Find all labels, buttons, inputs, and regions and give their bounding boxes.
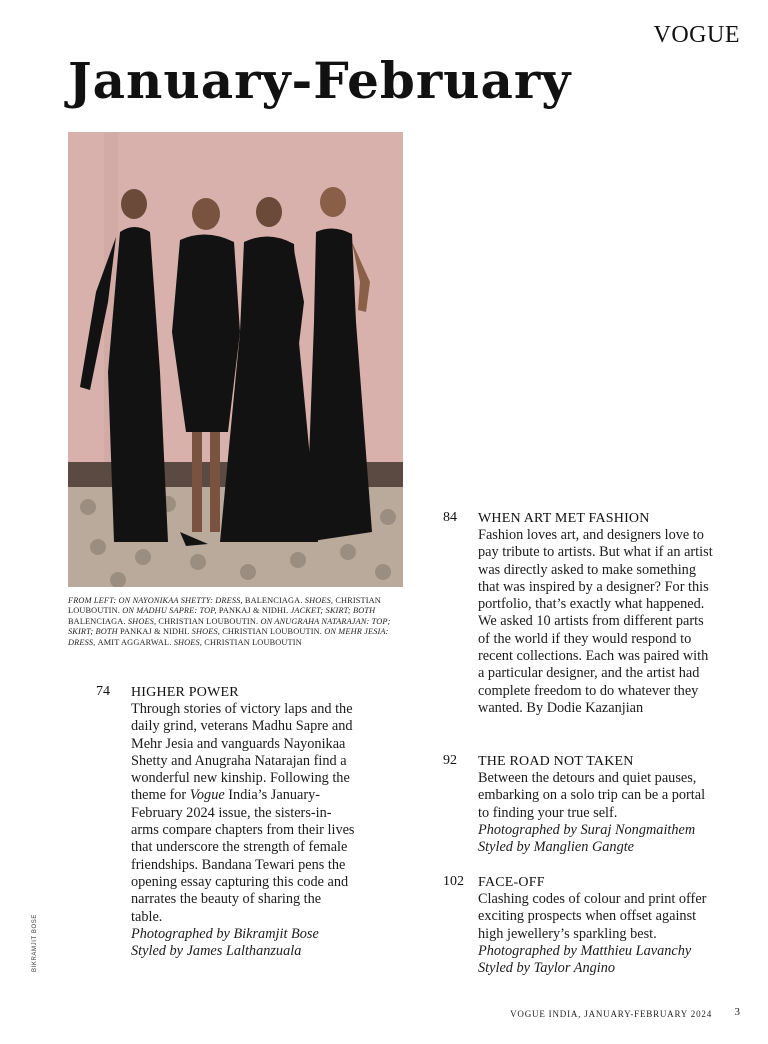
- stylist-credit: Styled by James Lalthanzuala: [131, 943, 302, 960]
- page-number-label: 102: [443, 874, 464, 889]
- article-heading: FACE-OFF: [478, 875, 545, 890]
- article-body: Between the detours and quiet pauses, embarking on a solo trip can be a portal to finding your true self.: [478, 770, 706, 821]
- article-body: Through stories of victory laps and the daily grind, veterans Madhu Sapre and Mehr Jesia and vanguards Nayonikaa Shetty and Anugraha Natarajan find a wonderful new kinship. Following the theme for Vogue India’s January-February 2024 issue, the sisters-in-arms compare chapters from their lives that underscore the strength of female friendships. Bandana Tewari pens the opening essay capturing this code and narrates the beauty of sharing the table.: [131, 701, 355, 925]
- article-heading: HIGHER POWER: [131, 685, 239, 700]
- vogue-logo: VOGUE: [653, 22, 740, 48]
- photographer-credit: Photographed by Suraj Nongmaithem: [478, 821, 696, 838]
- article-heading: WHEN ART MET FASHION: [478, 511, 650, 526]
- page-footer: VOGUE INDIA, JANUARY-FEBRUARY 2024: [510, 1009, 712, 1019]
- page-title: January-February: [68, 51, 572, 110]
- article-body: Fashion loves art, and designers love to pay tribute to artists. But what if an artist was directly asked to make something that was inspired by a designer? For this portfolio, that’s exactly what happened. We asked 10 artists from different parts of the world if they would respond to recent collections. Each was paired with a particular designer, and the artist had complete freedom to do whatever they wanted. By Dodie Kazanjian: [478, 527, 713, 716]
- article-heading: THE ROAD NOT TAKEN: [478, 754, 634, 769]
- article-body: Clashing codes of colour and print offer exciting prospects when offset against high jewellery’s sparkling best.: [478, 891, 707, 942]
- photographer-credit: Photographed by Bikramjit Bose: [131, 925, 319, 942]
- photo-caption: FROM LEFT: ON NAYONIKAA SHETTY: DRESS, BALENCIAGA. SHOES, CHRISTIAN LOUBOUTIN. ON MADHU SAPRE: TOP, PANKAJ & NIDHI. JACKET; SKIRT; BOTH BALENCIAGA. SHOES, CHRISTIAN LOUBOUTIN. ON ANUGRAHA NATARAJAN: TOP; SKIRT; BOTH PANKAJ & NIDHI. SHOES, CHRISTIAN LOUBOUTIN. ON MEHR JESIA: DRESS, AMIT AGGARWAL. SHOES, CHRISTIAN LOUBOUTIN: [68, 596, 391, 647]
- photo-credit-vertical: BIKRAMJIT BOSE: [32, 914, 38, 972]
- photographer-credit: Photographed by Matthieu Lavanchy: [478, 942, 692, 959]
- stylist-credit: Styled by Manglien Gangte: [478, 839, 635, 856]
- page-number: 3: [734, 1006, 740, 1018]
- stylist-credit: Styled by Taylor Angino: [478, 960, 616, 977]
- page-number-label: 84: [443, 510, 457, 525]
- cover-photo: [68, 132, 403, 587]
- page-number-label: 74: [96, 684, 110, 699]
- page-number-label: 92: [443, 753, 457, 768]
